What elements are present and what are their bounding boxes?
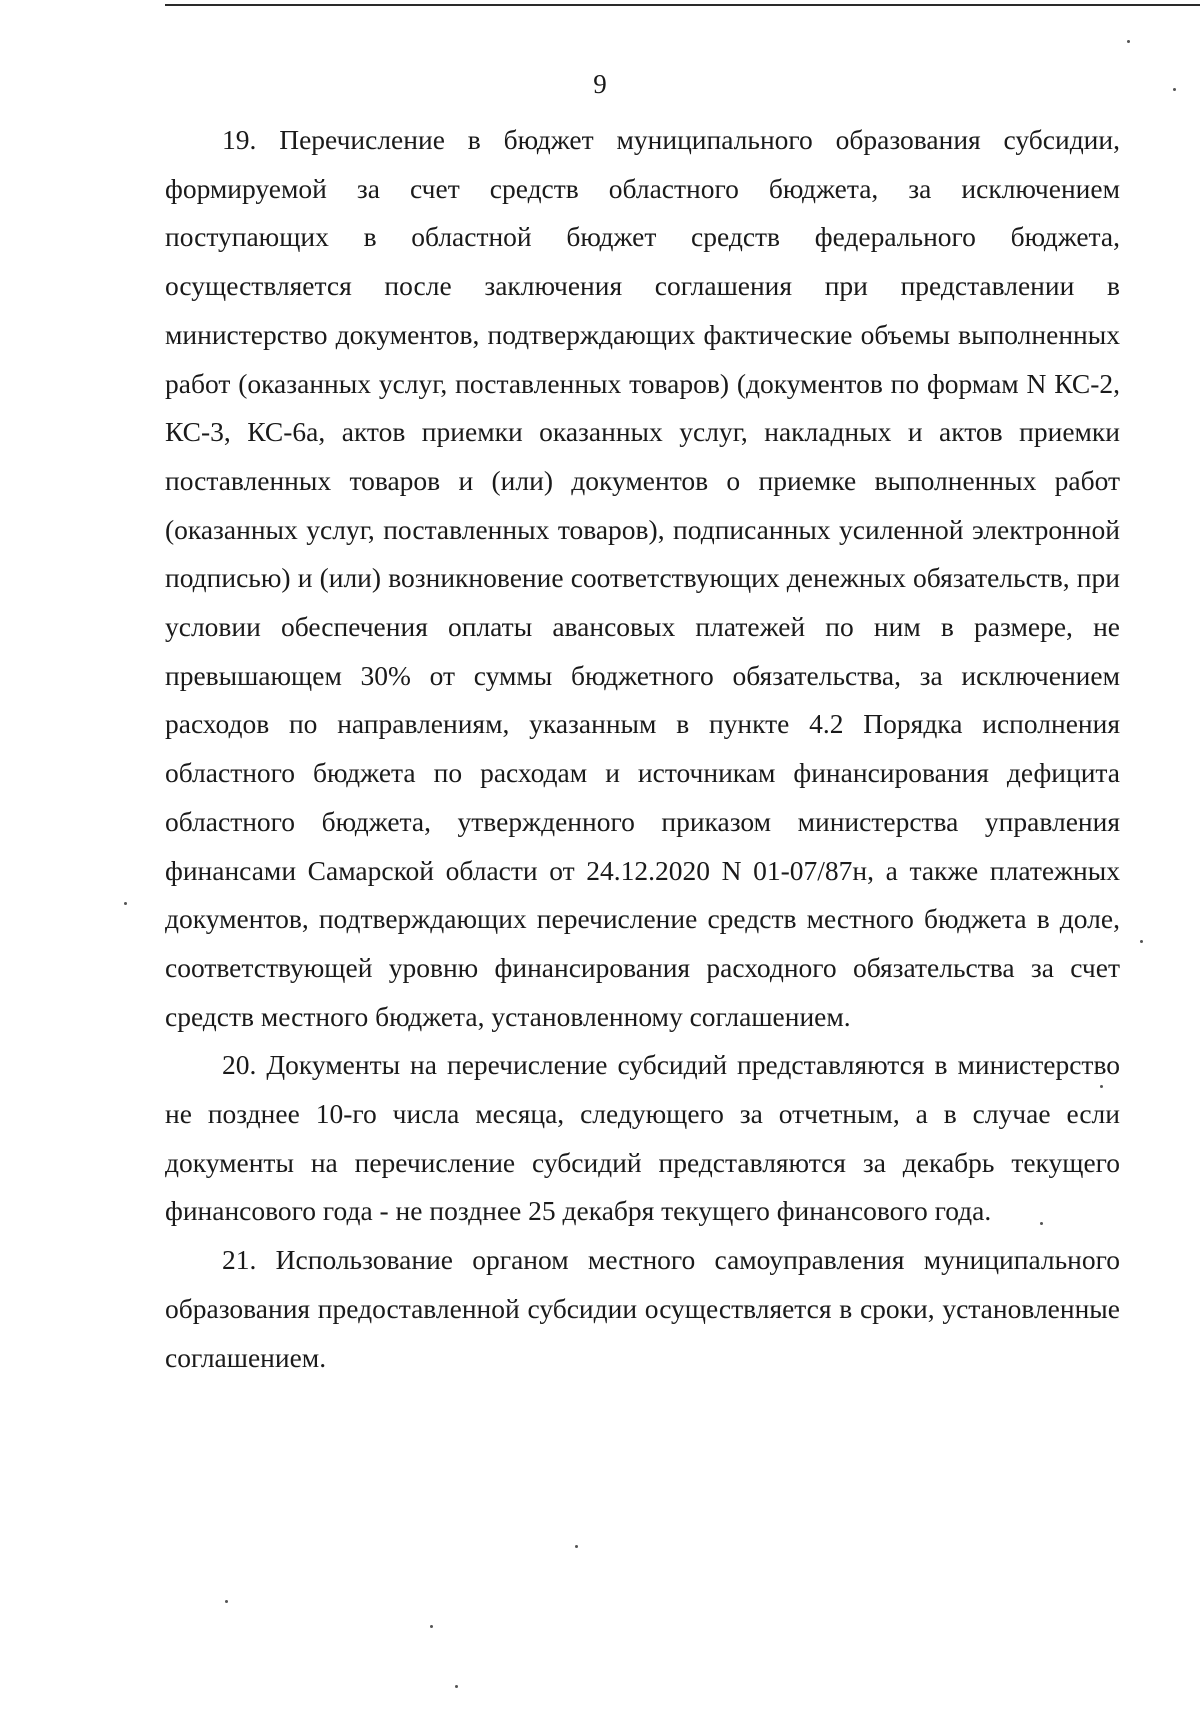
page-number: 9 (593, 69, 607, 99)
top-border-line (165, 4, 1200, 6)
scan-speck (124, 902, 127, 905)
scan-speck (455, 1685, 458, 1688)
paragraph-20: 20. Документы на перечисление субсидий представляются в министерство не позднее 10-го числа месяца, следующего за отчетным, а в случае если документы на перечисление субсидий представляются за декабрь текущего финансового года - не позднее 25 декабря текущего финансового года. (165, 1049, 1120, 1227)
scan-speck (430, 1625, 433, 1628)
scan-speck (1127, 40, 1130, 43)
document-body (165, 116, 1120, 1382)
scan-speck (225, 1600, 228, 1603)
scan-speck (575, 1545, 578, 1548)
paragraph-21: 21. Использование органом местного самоуправления муниципального образования предоставленной субсидии осуществляется в сроки, установленные соглашением. (165, 1244, 1120, 1373)
scan-speck (1040, 1222, 1043, 1225)
scan-speck (1173, 88, 1176, 91)
paragraph-19: 19. Перечисление в бюджет муниципального образования субсидии, формируемой за счет средств областного бюджета, за исключением поступающих в областной бюджет средств федерального бюджета, осуществляется после заключения соглашения при представлении в министерство документов, подтверждающих фактические объемы выполненных работ (оказанных услуг, поставленных товаров) (документов по формам N КС-2, КС-3, КС-6а, актов приемки оказанных услуг, накладных и актов приемки поставленных товаров и (или) документов о приемке выполненных работ (оказанных услуг, поставленных товаров), подписанных усиленной электронной подписью) и (или) возникновение соответствующих денежных обязательств, при условии обеспечения оплаты авансовых платежей по ним в размере, не превышающем 30% от суммы бюджетного обязательства, за исключением расходов по направлениям, указанным в пункте 4.2 Порядка исполнения областного бюджета по расходам и источникам финансирования дефицита областного бюджета, утвержденного приказом министерства управления финансами Самарской области от 24.12.2020 N 01-07/87н, а также платежных документов, подтверждающих перечисление средств местного бюджета в доле, соответствующей уровню финансирования расходного обязательства за счет средств местного бюджета, установленному соглашением. (165, 124, 1120, 1032)
scan-speck (1100, 1085, 1103, 1088)
scan-speck (1140, 940, 1143, 943)
